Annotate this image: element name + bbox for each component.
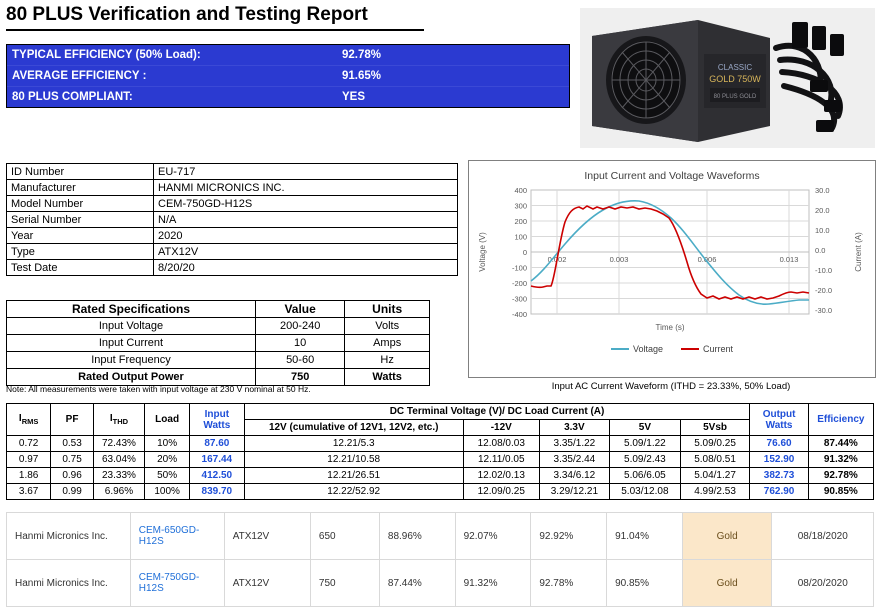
listing-level-badge: Gold bbox=[682, 513, 772, 560]
cell-dc-12v: 12.21/26.51 bbox=[244, 468, 463, 484]
chart-plot-area bbox=[469, 182, 875, 362]
rated-units: Volts bbox=[345, 318, 430, 335]
col-input-watts: Input Watts bbox=[190, 404, 244, 436]
cell-ithd: 23.33% bbox=[93, 468, 144, 484]
rated-units: Amps bbox=[345, 335, 430, 352]
rated-units: Hz bbox=[345, 352, 430, 369]
col-pf: PF bbox=[51, 404, 94, 436]
table-row bbox=[7, 260, 458, 276]
list-item[interactable] bbox=[7, 560, 874, 607]
listing-level-badge: Gold bbox=[682, 560, 772, 607]
table-row bbox=[7, 164, 458, 180]
table-row bbox=[7, 352, 430, 369]
svg-text:-20.0: -20.0 bbox=[815, 286, 833, 295]
info-value: 2020 bbox=[154, 228, 458, 244]
table-row bbox=[7, 318, 430, 335]
cell-dc-5vsb: 4.99/2.53 bbox=[680, 484, 750, 500]
cell-dc-neg12v: 12.08/0.03 bbox=[463, 436, 539, 452]
svg-text:0: 0 bbox=[522, 248, 527, 257]
cell-input-watts: 87.60 bbox=[190, 436, 244, 452]
svg-text:20.0: 20.0 bbox=[815, 206, 830, 215]
cell-input-watts: 167.44 bbox=[190, 452, 244, 468]
rated-units: Watts bbox=[345, 369, 430, 386]
legend-swatch-voltage bbox=[611, 348, 629, 350]
page-title: 80 PLUS Verification and Testing Report bbox=[6, 4, 424, 31]
col-dc-neg12v: -12V bbox=[463, 420, 539, 436]
cell-irms: 0.72 bbox=[7, 436, 51, 452]
cell-irms: 0.97 bbox=[7, 452, 51, 468]
svg-text:200: 200 bbox=[514, 217, 527, 226]
table-row bbox=[7, 452, 874, 468]
listing-eff-20: 92.07% bbox=[455, 513, 531, 560]
cell-dc-neg12v: 12.11/0.05 bbox=[463, 452, 539, 468]
rated-value: 750 bbox=[255, 369, 344, 386]
measurement-note: Note: All measurements were taken with input voltage at 230 V nominal at 50 Hz. bbox=[6, 384, 311, 394]
unit-info-table bbox=[6, 163, 458, 276]
rated-value: 10 bbox=[255, 335, 344, 352]
cell-load: 50% bbox=[145, 468, 190, 484]
col-output-watts: Output Watts bbox=[750, 404, 808, 436]
table-header-row bbox=[7, 301, 430, 318]
listing-eff-10: 87.44% bbox=[379, 560, 455, 607]
summary-label: 80 PLUS COMPLIANT: bbox=[12, 91, 133, 103]
table-row bbox=[7, 484, 874, 500]
svg-text:Current (A): Current (A) bbox=[854, 232, 863, 272]
rated-spec: Input Current bbox=[7, 335, 256, 352]
legend-swatch-current bbox=[681, 348, 699, 350]
cell-pf: 0.99 bbox=[51, 484, 94, 500]
info-key: Model Number bbox=[7, 196, 154, 212]
table-header-row bbox=[7, 404, 874, 420]
cell-dc-5v: 5.03/12.08 bbox=[610, 484, 681, 500]
listing-manufacturer: Hanmi Micronics Inc. bbox=[7, 513, 131, 560]
listing-eff-50: 92.78% bbox=[531, 560, 607, 607]
cell-dc-5v: 5.09/1.22 bbox=[610, 436, 681, 452]
table-row bbox=[7, 212, 458, 228]
svg-text:30.0: 30.0 bbox=[815, 186, 830, 195]
cell-dc-12v: 12.21/5.3 bbox=[244, 436, 463, 452]
info-key: Type bbox=[7, 244, 154, 260]
info-value: EU-717 bbox=[154, 164, 458, 180]
psu-photo bbox=[580, 8, 875, 148]
listing-type: ATX12V bbox=[224, 513, 310, 560]
cell-irms: 3.67 bbox=[7, 484, 51, 500]
svg-text:0.006: 0.006 bbox=[697, 255, 717, 264]
legend-item-current bbox=[681, 344, 733, 354]
cell-efficiency: 87.44% bbox=[808, 436, 873, 452]
chart-caption: Input AC Current Waveform (ITHD = 23.33%, 50% Load) bbox=[551, 381, 791, 392]
cell-output-watts: 152.90 bbox=[750, 452, 808, 468]
col-efficiency: Efficiency bbox=[808, 404, 873, 436]
listing-manufacturer: Hanmi Micronics Inc. bbox=[7, 560, 131, 607]
col-dc-33v: 3.3V bbox=[539, 420, 610, 436]
svg-text:-400: -400 bbox=[511, 310, 527, 319]
listing-watts: 650 bbox=[310, 513, 379, 560]
info-key: Manufacturer bbox=[7, 180, 154, 196]
legend-label-current: Current bbox=[703, 344, 734, 354]
cell-dc-12v: 12.21/10.58 bbox=[244, 452, 463, 468]
summary-value: 92.78% bbox=[342, 49, 382, 61]
cell-load: 10% bbox=[145, 436, 190, 452]
rated-header-spec: Rated Specifications bbox=[7, 301, 256, 318]
cell-input-watts: 412.50 bbox=[190, 468, 244, 484]
table-row bbox=[7, 335, 430, 352]
rated-spec: Rated Output Power bbox=[7, 369, 256, 386]
rated-header-value: Value bbox=[255, 301, 344, 318]
svg-text:300: 300 bbox=[514, 201, 527, 211]
cell-efficiency: 90.85% bbox=[808, 484, 873, 500]
summary-row bbox=[7, 87, 569, 107]
info-value: HANMI MICRONICS INC. bbox=[154, 180, 458, 196]
col-dc-5vsb: 5Vsb bbox=[680, 420, 750, 436]
cell-dc-33v: 3.35/2.44 bbox=[539, 452, 610, 468]
listing-eff-100: 90.85% bbox=[607, 560, 683, 607]
rated-spec: Input Frequency bbox=[7, 352, 256, 369]
cell-output-watts: 76.60 bbox=[750, 436, 808, 452]
listing-model-link[interactable]: CEM-650GD-H12S bbox=[130, 513, 224, 560]
table-row bbox=[7, 244, 458, 260]
info-value: N/A bbox=[154, 212, 458, 228]
cell-pf: 0.75 bbox=[51, 452, 94, 468]
list-item[interactable] bbox=[7, 513, 874, 560]
svg-text:10.0: 10.0 bbox=[815, 226, 830, 235]
svg-text:Time (s): Time (s) bbox=[655, 323, 685, 332]
svg-text:-30.0: -30.0 bbox=[815, 306, 833, 315]
col-ithd: $I_{THD}$ bbox=[93, 404, 144, 436]
summary-box bbox=[6, 44, 570, 108]
cell-dc-5vsb: 5.09/0.25 bbox=[680, 436, 750, 452]
svg-text:0.003: 0.003 bbox=[609, 255, 629, 264]
svg-text:100: 100 bbox=[514, 232, 527, 242]
listing-eff-10: 88.96% bbox=[379, 513, 455, 560]
listing-eff-50: 92.92% bbox=[531, 513, 607, 560]
legend-label-voltage: Voltage bbox=[632, 344, 663, 354]
cell-output-watts: 382.73 bbox=[750, 468, 808, 484]
cell-load: 20% bbox=[145, 452, 190, 468]
cell-dc-5vsb: 5.08/0.51 bbox=[680, 452, 750, 468]
cell-efficiency: 92.78% bbox=[808, 468, 873, 484]
svg-text:0.0: 0.0 bbox=[815, 246, 826, 255]
summary-row bbox=[7, 45, 569, 66]
rated-spec: Input Voltage bbox=[7, 318, 256, 335]
rated-header-units: Units bbox=[345, 301, 430, 318]
cell-dc-5v: 5.06/6.05 bbox=[610, 468, 681, 484]
cell-input-watts: 839.70 bbox=[190, 484, 244, 500]
cell-dc-33v: 3.34/6.12 bbox=[539, 468, 610, 484]
info-value: 8/20/20 bbox=[154, 260, 458, 276]
chart-title: Input Current and Voltage Waveforms bbox=[584, 170, 760, 182]
svg-text:0.013: 0.013 bbox=[779, 255, 799, 264]
listing-date: 08/20/2020 bbox=[772, 560, 874, 607]
svg-text:CLASSIC: CLASSIC bbox=[717, 63, 753, 72]
cell-dc-neg12v: 12.02/0.13 bbox=[463, 468, 539, 484]
svg-text:Voltage (V): Voltage (V) bbox=[478, 232, 487, 272]
table-row bbox=[7, 369, 430, 386]
rated-value: 50-60 bbox=[255, 352, 344, 369]
col-dc-5v: 5V bbox=[610, 420, 681, 436]
listing-eff-100: 91.04% bbox=[607, 513, 683, 560]
cell-dc-5v: 5.09/2.43 bbox=[610, 452, 681, 468]
info-key: ID Number bbox=[7, 164, 154, 180]
cell-dc-12v: 12.22/52.92 bbox=[244, 484, 463, 500]
svg-text:0.002: 0.002 bbox=[547, 255, 567, 264]
table-row bbox=[7, 180, 458, 196]
cell-dc-neg12v: 12.09/0.25 bbox=[463, 484, 539, 500]
cell-irms: 1.86 bbox=[7, 468, 51, 484]
table-row bbox=[7, 436, 874, 452]
table-row bbox=[7, 468, 874, 484]
waveform-chart-panel bbox=[468, 160, 876, 378]
certified-listing-table bbox=[6, 512, 874, 607]
legend-item-voltage bbox=[611, 344, 663, 354]
info-value: CEM-750GD-H12S bbox=[154, 196, 458, 212]
col-dc-12v: 12V (cumulative of 12V1, 12V2, etc.) bbox=[244, 420, 463, 436]
cell-dc-33v: 3.35/1.22 bbox=[539, 436, 610, 452]
cell-output-watts: 762.90 bbox=[750, 484, 808, 500]
cell-pf: 0.53 bbox=[51, 436, 94, 452]
info-key: Year bbox=[7, 228, 154, 244]
listing-eff-20: 91.32% bbox=[455, 560, 531, 607]
chart-legend bbox=[469, 344, 875, 354]
svg-text:-10.0: -10.0 bbox=[815, 266, 833, 275]
col-dc-group: DC Terminal Voltage (V)/ DC Load Current (A) bbox=[244, 404, 750, 420]
listing-model-link[interactable]: CEM-750GD-H12S bbox=[130, 560, 224, 607]
col-load: Load bbox=[145, 404, 190, 436]
info-key: Test Date bbox=[7, 260, 154, 276]
cell-load: 100% bbox=[145, 484, 190, 500]
rated-value: 200-240 bbox=[255, 318, 344, 335]
svg-text:GOLD 750W: GOLD 750W bbox=[709, 74, 761, 84]
svg-text:-200: -200 bbox=[511, 279, 527, 288]
listing-watts: 750 bbox=[310, 560, 379, 607]
cell-dc-5vsb: 5.04/1.27 bbox=[680, 468, 750, 484]
summary-value: 91.65% bbox=[342, 70, 382, 82]
table-row bbox=[7, 196, 458, 212]
cell-pf: 0.96 bbox=[51, 468, 94, 484]
measurements-table bbox=[6, 403, 874, 500]
cell-ithd: 63.04% bbox=[93, 452, 144, 468]
summary-label: AVERAGE EFFICIENCY : bbox=[12, 70, 147, 82]
info-value: ATX12V bbox=[154, 244, 458, 260]
info-key: Serial Number bbox=[7, 212, 154, 228]
listing-type: ATX12V bbox=[224, 560, 310, 607]
summary-label: TYPICAL EFFICIENCY (50% Load): bbox=[12, 49, 201, 61]
cell-dc-33v: 3.29/12.21 bbox=[539, 484, 610, 500]
summary-value: YES bbox=[342, 91, 366, 103]
cell-efficiency: 91.32% bbox=[808, 452, 873, 468]
col-irms: $I_{RMS}$ bbox=[7, 404, 51, 436]
rated-specifications-table bbox=[6, 300, 430, 386]
svg-text:400: 400 bbox=[514, 186, 527, 195]
svg-text:80 PLUS GOLD: 80 PLUS GOLD bbox=[713, 94, 757, 100]
cell-ithd: 72.43% bbox=[93, 436, 144, 452]
svg-text:-100: -100 bbox=[511, 263, 527, 273]
table-row bbox=[7, 228, 458, 244]
svg-text:-300: -300 bbox=[511, 294, 527, 304]
cell-ithd: 6.96% bbox=[93, 484, 144, 500]
summary-row bbox=[7, 66, 569, 87]
listing-date: 08/18/2020 bbox=[772, 513, 874, 560]
